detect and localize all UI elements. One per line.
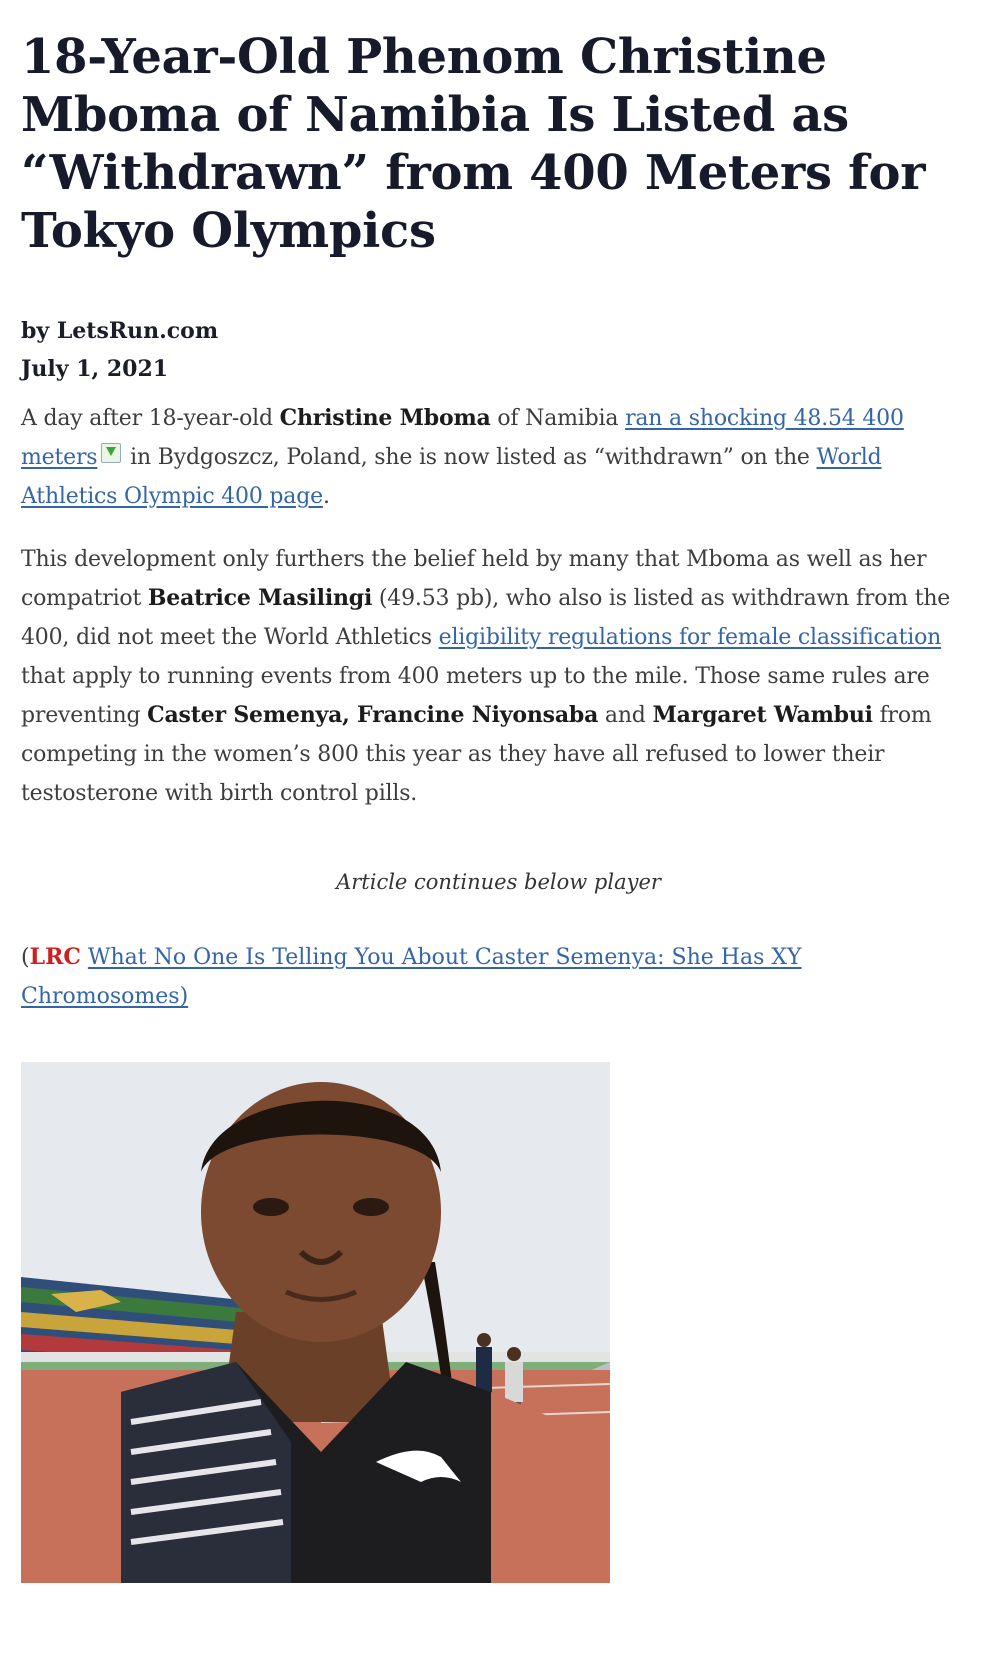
p1-text-4: .: [322, 484, 330, 509]
player-caption: Article continues below player: [336, 870, 661, 894]
lrc-related-link: [21, 938, 921, 1016]
athlete-name: Christine Mboma: [279, 405, 491, 431]
athlete-photo: [21, 1062, 610, 1583]
paragraph-1: [21, 399, 951, 516]
p2-text-2: (49.53 pb), who also is listed as withdrawn from the 400, did not meet the World Athletics: [21, 586, 951, 650]
result-link[interactable]: ran a shocking 48.54 400 meters: [21, 406, 904, 470]
p2-text-1: This development only furthers the belief held by many that Mboma as well as her compatriot: [21, 547, 927, 611]
byline: [21, 312, 218, 388]
author: by LetsRun.com: [21, 318, 219, 344]
athlete-names: Caster Semenya, Francine Niyonsaba: [147, 702, 599, 728]
semenya-article-link[interactable]: What No One Is Telling You About Caster Semenya: She Has XY Chromosomes): [21, 945, 802, 1009]
article-title: 18-Year-Old Phenom Christine Mboma of Namibia Is Listed as “Withdrawn” from 400 Meters for Tokyo Olympics: [21, 29, 926, 259]
publish-date: July 1, 2021: [21, 356, 169, 382]
p1-text-2: of Namibia: [490, 406, 626, 431]
download-icon[interactable]: [101, 443, 121, 463]
p1-text-3: in Bydgoszcz, Poland, she is now listed as “withdrawn” on the: [123, 445, 817, 470]
olympic-400-page-link[interactable]: World Athletics Olympic 400 page: [21, 445, 882, 509]
eligibility-regulations-link[interactable]: eligibility regulations for female classification: [438, 625, 942, 650]
lrc-open-paren: (: [21, 945, 30, 970]
p2-text-3: that apply to running events from 400 meters up to the mile. Those same rules are preventing: [21, 664, 930, 728]
p1-text-1: A day after 18-year-old: [21, 406, 280, 431]
p2-text-4: and: [598, 703, 653, 728]
paragraph-2: [21, 540, 951, 813]
p2-text-5: from competing in the women’s 800 this year as they have all refused to lower their testosterone with birth control pills.: [21, 703, 932, 806]
athlete-name: Margaret Wambui: [652, 702, 873, 728]
athlete-name: Beatrice Masilingi: [147, 585, 373, 611]
lrc-tag: LRC: [29, 944, 81, 970]
